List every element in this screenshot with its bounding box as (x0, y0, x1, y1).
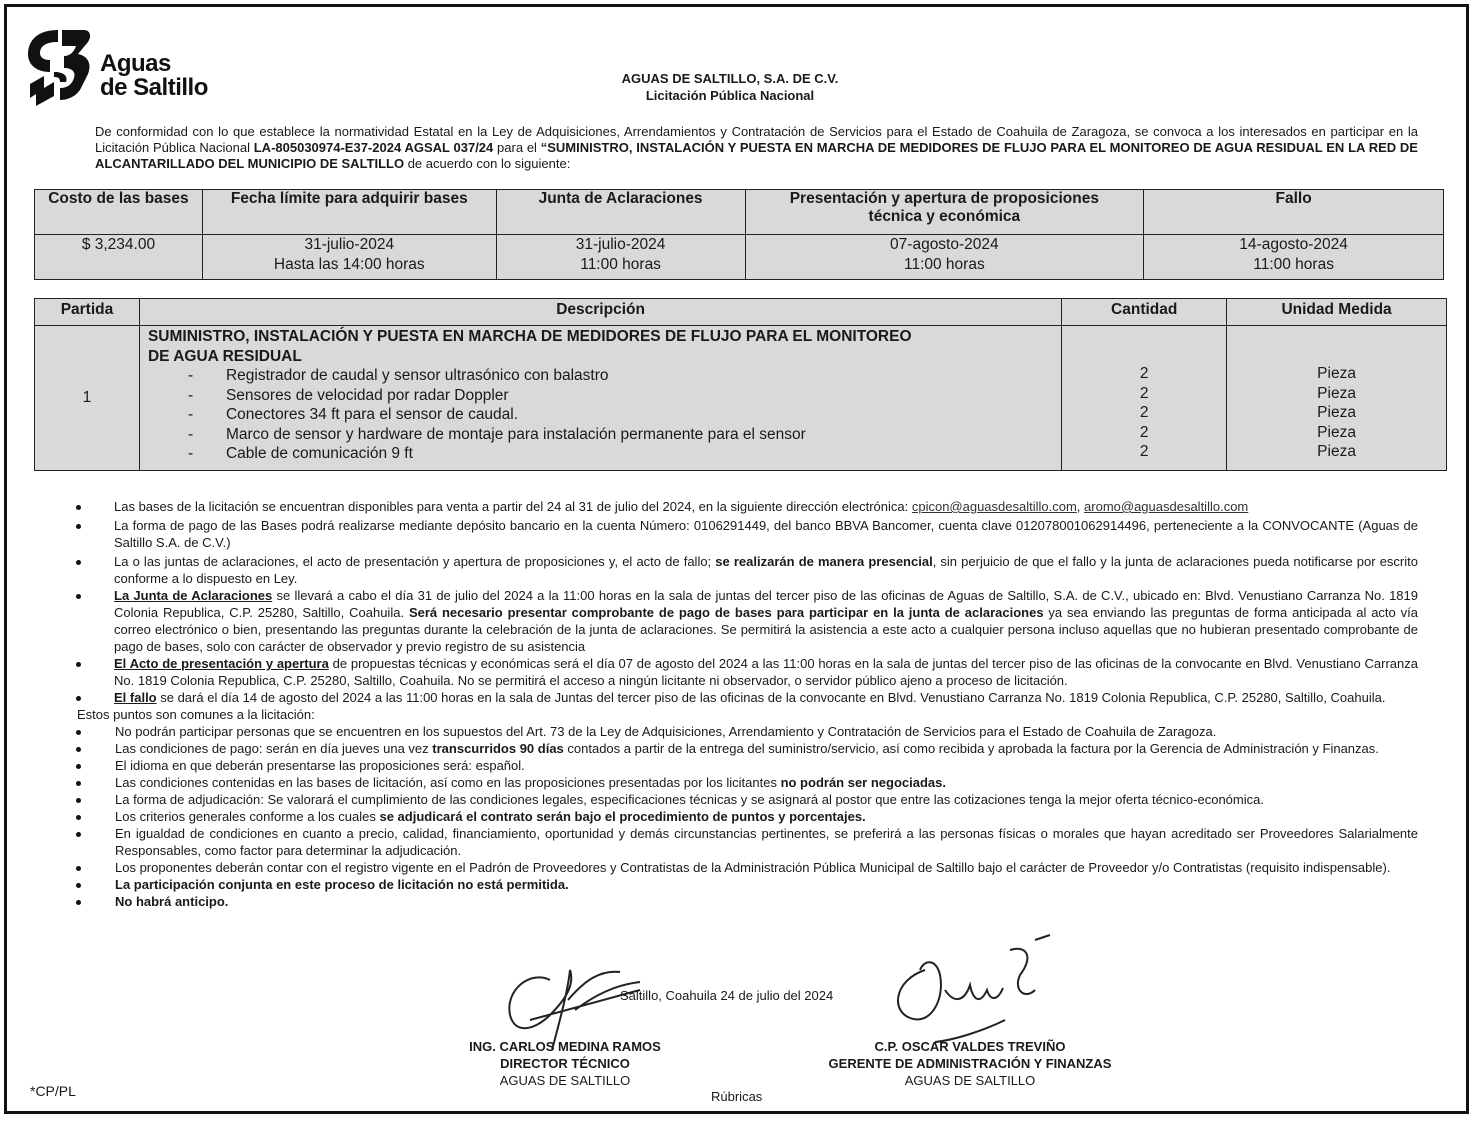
initials: *CP/PL (30, 1083, 76, 1099)
item-qty: 2 (1139, 443, 1149, 460)
signature-2-icon (885, 930, 1065, 1050)
header-descripcion: Descripción (139, 299, 1061, 326)
intro-text-3: de acuerdo con lo siguiente: (404, 156, 571, 171)
separator: , (1076, 499, 1085, 514)
document-subtitle: Licitación Pública Nacional (645, 88, 815, 103)
bullet-bold: No habrá anticipo. (115, 894, 229, 909)
signer-name: C.P. OSCAR VALDES TREVIÑO (874, 1039, 1066, 1054)
bullet-text: ya sea enviando las preguntas de forma anticipada al acto vía correo electrónico o bien, presentando las preguntas durante la celebración de la junta de aclaraciones. Se permitirá la asistencia a este acto a cualquier persona incluso aquellas que no hubieran presentado comprobante de pago de bases, solo con carácter de observador y previo registro de su asistencia (114, 605, 1418, 654)
schedule-table (34, 189, 1444, 280)
item-title-line-1: SUMINISTRO, INSTALACIÓN Y PUESTA EN MARCHA DE MEDIDORES DE FLUJO PARA EL MONITOREO (147, 328, 912, 345)
bullet-icon (76, 866, 81, 871)
junta-time: 11:00 horas (580, 256, 661, 273)
rubricas-label: Rúbricas (711, 1089, 763, 1104)
bullet-icon (76, 747, 81, 752)
list-item (72, 774, 1418, 791)
bullet-text: Las condiciones de pago: serán en día jueves una vez (115, 741, 433, 756)
deadline-time: Hasta las 14:00 horas (273, 256, 425, 273)
dash: - (187, 406, 194, 423)
list-item (148, 425, 1055, 445)
list-item (72, 893, 1418, 910)
list-item (72, 655, 1418, 689)
deadline-date: 31-julio-2024 (304, 236, 395, 253)
bullet-bold: Será necesario presentar comprobante de pago de bases para participar en la junta de aclaraciones (408, 605, 1044, 620)
apertura-time: 11:00 horas (903, 256, 985, 273)
bullet-icon (76, 505, 81, 510)
bullet-icon (76, 662, 81, 667)
item-unit: Pieza (1317, 404, 1356, 421)
bullet-text: Las condiciones contenidas en las bases de licitación, así como en las proposiciones presentadas por los licitantes (115, 775, 781, 790)
place-date: Saltillo, Coahuila 24 de julio del 2024 (620, 988, 834, 1003)
bullet-text: La forma de adjudicación: Se valorará el cumplimiento de las condiciones legales, especificaciones técnicas y se asignará al postor que entre las cotizaciones tenga la mejor oferta técnico-económica. (115, 792, 1264, 807)
header-deadline: Fecha límite para adquirir bases (202, 190, 496, 235)
dash: - (187, 445, 194, 462)
bullet-icon (76, 764, 81, 769)
common-points-intro: Estos puntos son comunes a la licitación: (77, 707, 315, 722)
bullet-icon (76, 696, 81, 701)
email-link[interactable]: cpicon@aguasdesaltillo.com (911, 499, 1077, 514)
cost-value: $ 3,234.00 (35, 235, 203, 280)
intro-text-1: De conformidad con lo que establece la normatividad Estatal en la Ley de Adquisiciones, Arrendamientos y Contratación de Servicios para el Estado de Coahuila de Zaragoza, se convoca a los interesados en participar en la Licitación Pública Nacional (95, 124, 1418, 155)
bullet-text: Las bases de la licitación se encuentran disponibles para venta a partir del 24 al 31 de julio del 2024, en la siguiente dirección electrónica: (114, 499, 912, 514)
list-item (72, 689, 1418, 706)
bullet-text: Los criterios generales conforme a los cuales (115, 809, 380, 824)
items-header-row (35, 299, 1447, 326)
company-logo (24, 26, 254, 106)
bullet-bold: se realizarán de manera presencial (715, 554, 933, 569)
dash: - (187, 367, 194, 384)
intro-paragraph (95, 124, 1418, 172)
signer-org: AGUAS DE SALTILLO (904, 1073, 1036, 1088)
list-item (72, 791, 1418, 808)
bullet-heading: La Junta de Aclaraciones (114, 588, 273, 603)
bullet-text: Los proponentes deberán contar con el registro vigente en el Padrón de Proveedores y Contratistas de la Administración Pública Municipal de Saltillo bajo el carácter de Proveedor y/o Contratistas (requisito indispensable). (115, 860, 1391, 875)
bullet-icon (76, 900, 81, 905)
list-item (72, 740, 1418, 757)
signer-name: ING. CARLOS MEDINA RAMOS (469, 1039, 661, 1054)
item-unit: Pieza (1317, 384, 1356, 402)
list-item (72, 498, 1418, 515)
bullet-text: La forma de pago de las Bases podrá realizarse mediante depósito bancario en la cuenta Número: 0106291449, del banco BBVA Bancomer, cuenta clave 012078001062914496, perteneciente a la CONVOCANTE (Aguas de Saltillo S.A. de C.V.) (114, 518, 1418, 550)
tender-number: LA-805030974-E37-2024 AGSAL 037/24 (253, 140, 494, 155)
logo-mark-icon (24, 26, 94, 106)
conditions-list (72, 498, 1418, 910)
bullet-heading: El Acto de presentación y apertura (114, 656, 329, 671)
logo-line-1: Aguas (100, 50, 171, 77)
list-item (72, 859, 1418, 876)
bullet-text: contados a partir de la entrega del suministro/servicio, así como recibida y aprobada la factura por la Gerencia de Administración y Finanzas. (563, 741, 1379, 756)
schedule-data-row (35, 235, 1444, 280)
bullet-text: El idioma en que deberán presentarse las proposiciones será: español. (115, 758, 525, 773)
header-apertura-line1: Presentación y apertura de proposiciones (789, 190, 1099, 207)
item-desc: Sensores de velocidad por radar Doppler (225, 386, 509, 404)
bullet-icon (76, 560, 81, 565)
bullet-icon (76, 730, 81, 735)
item-title-line-2: DE AGUA RESIDUAL (147, 347, 302, 365)
item-unit: Pieza (1317, 423, 1356, 441)
item-desc: Cable de comunicación 9 ft (225, 445, 413, 462)
item-qty: 2 (1139, 365, 1149, 382)
logo-wordmark (100, 52, 208, 100)
junta-date: 31-julio-2024 (575, 236, 666, 253)
list-item (148, 405, 1055, 425)
tender-object: “SUMINISTRO, INSTALACIÓN Y PUESTA EN MARCHA DE MEDIDORES DE FLUJO PARA EL MONITOREO DE AGUA RESIDUAL EN LA RED DE ALCANTARILLADO DEL MUNICIPIO DE SALTILLO (95, 140, 1418, 171)
header-apertura (745, 190, 1144, 235)
bullet-text: No podrán participar personas que se encuentren en los supuestos del Art. 73 de la Ley de Adquisiciones, Arrendamiento y Contratación de Servicios para el Estado de Coahuila de Zaragoza. (115, 724, 1217, 739)
apertura-date: 07-agosto-2024 (890, 236, 999, 253)
signer-title: DIRECTOR TÉCNICO (500, 1056, 630, 1071)
schedule-header-row (35, 190, 1444, 235)
bullet-icon (76, 594, 81, 599)
signature-block-2 (800, 1038, 1140, 1089)
list-item (148, 386, 1055, 406)
list-item (72, 757, 1418, 774)
partida-number: 1 (35, 326, 140, 471)
item-desc: Marco de sensor y hardware de montaje para instalación permanente para el sensor (225, 425, 806, 443)
logo-line-2: de Saltillo (100, 74, 208, 101)
list-item (72, 517, 1418, 551)
bullet-text: , sin perjuicio de que el fallo y la junta de aclaraciones pueda notificarse por escrito conforme a lo dispuesto en Ley. (114, 554, 1418, 586)
bullet-bold: La participación conjunta en este proceso de licitación no está permitida. (115, 877, 569, 892)
item-description (139, 326, 1061, 471)
junta-value (496, 235, 745, 280)
list-item (72, 876, 1418, 893)
signer-title: GERENTE DE ADMINISTRACIÓN Y FINANZAS (828, 1056, 1112, 1071)
bullet-text: se dará el día 14 de agosto del 2024 a las 11:00 horas en la sala de Juntas del tercer piso de las oficinas de la convocante en Blvd. Venustiano Carranza No. 1819 Colonia Republica, C.P. 25280, Saltillo, Coahuila. (156, 690, 1386, 705)
item-unit: Pieza (1317, 443, 1356, 460)
header-unidad: Unidad Medida (1227, 299, 1447, 326)
bullet-icon (76, 815, 81, 820)
bullet-icon (76, 883, 81, 888)
email-link[interactable]: aromo@aguasdesaltillo.com (1084, 499, 1249, 514)
item-qty: 2 (1139, 384, 1149, 402)
bullet-icon (76, 781, 81, 786)
list-item (72, 723, 1418, 740)
header-cantidad: Cantidad (1062, 299, 1227, 326)
header-partida: Partida (35, 299, 140, 326)
bullet-text: de propuestas técnicas y económicas será el día 07 de agosto del 2024 a las 11:00 horas en la sala de juntas del tercer piso de las oficinas de la convocante en Blvd. Venustiano Carranza No. 1819 Colonia Republica, C.P. 25280, Saltillo, Coahuila. No se permitirá el acceso a ningún licitante ni observador, o servidor público ajeno a proceso de licitación. (114, 656, 1418, 688)
bullet-icon (76, 832, 81, 837)
company-name: AGUAS DE SALTILLO, S.A. DE C.V. (621, 71, 839, 86)
list-item (72, 808, 1418, 825)
list-item (72, 825, 1418, 859)
document-heading (430, 70, 1030, 104)
item-qty: 2 (1139, 404, 1149, 421)
unit-column (1227, 326, 1447, 471)
bullet-heading: El fallo (114, 690, 157, 705)
signature-block-1 (440, 1038, 690, 1089)
item-desc: Conectores 34 ft para el sensor de caudal. (225, 406, 519, 423)
items-table (34, 298, 1447, 471)
quantity-column (1062, 326, 1227, 471)
bullet-text: En igualdad de condiciones en cuanto a precio, calidad, financiamiento, oportunidad y demás circunstancias pertinentes, se preferirá a las personas físicas o morales que hayan acreditado ser Proveedores Salarialmente Responsables, como factor para determinar la adjudicación. (115, 826, 1418, 858)
list-item (72, 553, 1418, 587)
intro-text-2: para el (493, 140, 541, 155)
bullet-bold: transcurridos 90 días (432, 741, 564, 756)
bullet-bold: se adjudicará el contrato serán bajo el procedimiento de puntos y porcentajes. (379, 809, 866, 824)
list-item (72, 587, 1418, 655)
apertura-value (745, 235, 1144, 280)
header-apertura-line2: técnica y económica (868, 208, 1021, 225)
items-data-row (35, 326, 1447, 471)
bullet-icon (76, 524, 81, 529)
list-item (148, 444, 1055, 464)
signer-org: AGUAS DE SALTILLO (499, 1073, 631, 1088)
item-desc: Registrador de caudal y sensor ultrasónico con balastro (225, 367, 609, 384)
dash: - (187, 425, 194, 443)
item-unit: Pieza (1317, 365, 1356, 382)
header-junta: Junta de Aclaraciones (496, 190, 745, 235)
list-item (148, 366, 1055, 386)
bullet-icon (76, 798, 81, 803)
fallo-time: 11:00 horas (1253, 256, 1334, 273)
deadline-value (202, 235, 496, 280)
header-fallo: Fallo (1144, 190, 1444, 235)
item-qty: 2 (1139, 423, 1149, 441)
bullet-text: La o las juntas de aclaraciones, el acto de presentación y apertura de proposiciones y, el acto de fallo; (114, 554, 716, 569)
bullet-bold: no podrán ser negociadas. (780, 775, 946, 790)
fallo-value (1144, 235, 1444, 280)
dash: - (187, 386, 194, 404)
fallo-date: 14-agosto-2024 (1239, 236, 1348, 253)
header-cost: Costo de las bases (35, 190, 203, 235)
bullet-text: se llevará a cabo el día 31 de julio del 2024 a la 11:00 horas en la sala de juntas del tercer piso de las oficinas de Aguas de Saltillo, S.A. de C.V., ubicado en: Blvd. Venustiano Carranza No. 1819 Colonia Republica, C.P. 25280, Saltillo, Coahuila. (114, 588, 1418, 620)
